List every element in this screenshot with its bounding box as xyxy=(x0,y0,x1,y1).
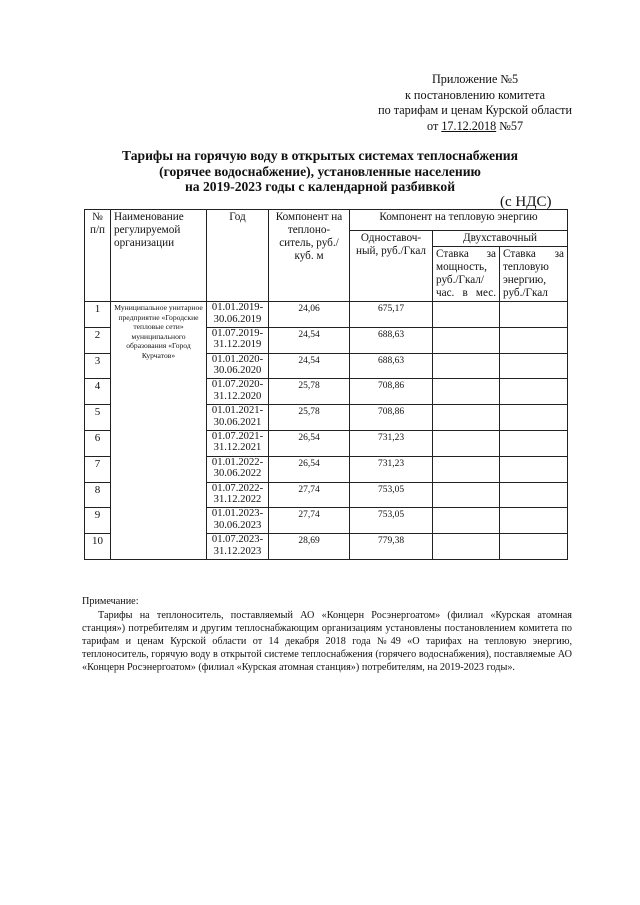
header-carrier: Компонент на теплоно-ситель, руб./куб. м xyxy=(269,210,350,302)
row-energy-rate xyxy=(500,534,568,560)
row-period xyxy=(207,302,269,328)
row-num: 9 xyxy=(85,508,111,534)
row-num: 1 xyxy=(85,302,111,328)
period-to: 31.12.2020 xyxy=(213,390,262,402)
header-energy-rate: Ставка за тепловую энергию, руб./Гкал xyxy=(500,247,568,302)
period-from: 01.07.2019- xyxy=(211,327,264,339)
table-header-row xyxy=(85,210,568,231)
row-carrier: 26,54 xyxy=(269,456,350,482)
title-line-3: на 2019-2023 годы с календарной разбивкой xyxy=(184,179,456,195)
row-period xyxy=(207,482,269,508)
table-row xyxy=(85,302,568,328)
row-num: 8 xyxy=(85,482,111,508)
row-capacity-rate xyxy=(433,508,500,534)
row-num: 7 xyxy=(85,456,111,482)
row-num: 10 xyxy=(85,534,111,560)
header-year: Год xyxy=(207,210,269,302)
annex-line-committee: по тарифам и ценам Курской области xyxy=(378,103,572,117)
row-single-rate: 708,86 xyxy=(350,405,433,431)
annex-date-line xyxy=(378,119,572,135)
row-energy-rate xyxy=(500,456,568,482)
row-num: 3 xyxy=(85,353,111,379)
annex-block xyxy=(378,72,572,134)
title-line-2: (горячее водоснабжение), установленные населению xyxy=(159,163,481,179)
period-from: 01.07.2023- xyxy=(211,534,264,546)
header-capacity-rate: Ставка за мощность, руб./Гкал/час. в мес. xyxy=(433,247,500,302)
row-carrier: 25,78 xyxy=(269,405,350,431)
organization-cell: Муниципальное унитарное предприятие «Городские тепловые сети» муниципального образования «Город Курчатов» xyxy=(111,302,207,560)
row-single-rate: 753,05 xyxy=(350,482,433,508)
row-period xyxy=(207,405,269,431)
row-carrier: 28,69 xyxy=(269,534,350,560)
period-to: 30.06.2020 xyxy=(213,365,262,377)
row-single-rate: 753,05 xyxy=(350,508,433,534)
period-to: 31.12.2023 xyxy=(213,545,262,557)
row-num: 5 xyxy=(85,405,111,431)
period-to: 30.06.2022 xyxy=(213,468,262,480)
row-period xyxy=(207,534,269,560)
row-carrier: 24,06 xyxy=(269,302,350,328)
row-single-rate: 688,63 xyxy=(350,353,433,379)
row-single-rate: 779,38 xyxy=(350,534,433,560)
period-from: 01.01.2020- xyxy=(211,353,264,365)
row-capacity-rate xyxy=(433,327,500,353)
note-block xyxy=(82,595,572,674)
row-carrier: 27,74 xyxy=(269,482,350,508)
header-two-rate: Двухставочный xyxy=(433,231,568,247)
title-line-1: Тарифы на горячую воду в открытых системах теплоснабжения xyxy=(122,148,518,163)
row-energy-rate xyxy=(500,379,568,405)
period-to: 31.12.2019 xyxy=(213,339,262,351)
vat-note: (с НДС) xyxy=(500,194,552,210)
row-energy-rate xyxy=(500,508,568,534)
row-capacity-rate xyxy=(433,430,500,456)
header-energy: Компонент на тепловую энергию xyxy=(350,210,568,231)
row-capacity-rate xyxy=(433,353,500,379)
document-title xyxy=(96,148,544,195)
row-carrier: 24,54 xyxy=(269,327,350,353)
row-capacity-rate xyxy=(433,302,500,328)
tariff-table-body xyxy=(85,210,568,560)
row-carrier: 27,74 xyxy=(269,508,350,534)
period-from: 01.07.2022- xyxy=(211,482,264,494)
row-single-rate: 731,23 xyxy=(350,430,433,456)
row-capacity-rate xyxy=(433,456,500,482)
period-to: 30.06.2023 xyxy=(213,519,262,531)
row-num: 2 xyxy=(85,327,111,353)
header-num: № п/п xyxy=(85,210,111,302)
tariff-table xyxy=(84,209,568,560)
annex-date-prefix: от xyxy=(427,118,442,133)
row-energy-rate xyxy=(500,327,568,353)
row-energy-rate xyxy=(500,302,568,328)
row-energy-rate xyxy=(500,482,568,508)
note-text: Тарифы на теплоноситель, поставляемый АО «Концерн Росэнергоатом» (филиал «Курская атомная станция») потребителям и другим теплоснабжающим организациям установлены постановлением комитета по тарифам и ценам Курской области от 14 декабря 2018 года №49 «О тарифах на тепловую энергию, теплоноситель, горячую воду в открытой системе теплоснабжения (горячего водоснабжения), поставляемые АО «Концерн Росэнергоатом» (филиал «Курская атомная станция») потребителям, на 2019-2023 годы». xyxy=(82,610,572,673)
row-single-rate: 688,63 xyxy=(350,327,433,353)
period-from: 01.01.2019- xyxy=(211,302,264,313)
period-to: 30.06.2019 xyxy=(213,313,262,325)
row-period xyxy=(207,430,269,456)
row-single-rate: 731,23 xyxy=(350,456,433,482)
row-period xyxy=(207,327,269,353)
row-energy-rate xyxy=(500,353,568,379)
annex-title: Приложение №5 xyxy=(431,72,519,86)
row-period xyxy=(207,508,269,534)
annex-number: №57 xyxy=(496,118,524,133)
period-to: 31.12.2022 xyxy=(213,494,262,506)
period-from: 01.01.2021- xyxy=(211,405,264,417)
period-to: 31.12.2021 xyxy=(213,442,262,454)
annex-line-resolution: к постановлению комитета xyxy=(404,87,546,102)
period-from: 01.07.2020- xyxy=(211,379,264,391)
row-energy-rate xyxy=(500,405,568,431)
period-from: 01.07.2021- xyxy=(211,430,264,442)
header-organization: Наименование регулируемой организации xyxy=(111,210,207,302)
row-carrier: 24,54 xyxy=(269,353,350,379)
row-period xyxy=(207,353,269,379)
row-single-rate: 708,86 xyxy=(350,379,433,405)
row-capacity-rate xyxy=(433,482,500,508)
row-energy-rate xyxy=(500,430,568,456)
row-capacity-rate xyxy=(433,534,500,560)
row-carrier: 26,54 xyxy=(269,430,350,456)
row-num: 6 xyxy=(85,430,111,456)
row-period xyxy=(207,379,269,405)
period-from: 01.01.2022- xyxy=(211,456,264,468)
period-to: 30.06.2021 xyxy=(213,416,262,428)
row-num: 4 xyxy=(85,379,111,405)
row-capacity-rate xyxy=(433,405,500,431)
period-from: 01.01.2023- xyxy=(211,508,264,520)
annex-date: 17.12.2018 xyxy=(441,118,497,133)
row-single-rate: 675,17 xyxy=(350,302,433,328)
row-carrier: 25,78 xyxy=(269,379,350,405)
row-capacity-rate xyxy=(433,379,500,405)
row-period xyxy=(207,456,269,482)
note-title: Примечание: xyxy=(82,596,139,607)
header-single-rate: Одноставоч-ный, руб./Гкал xyxy=(350,231,433,302)
